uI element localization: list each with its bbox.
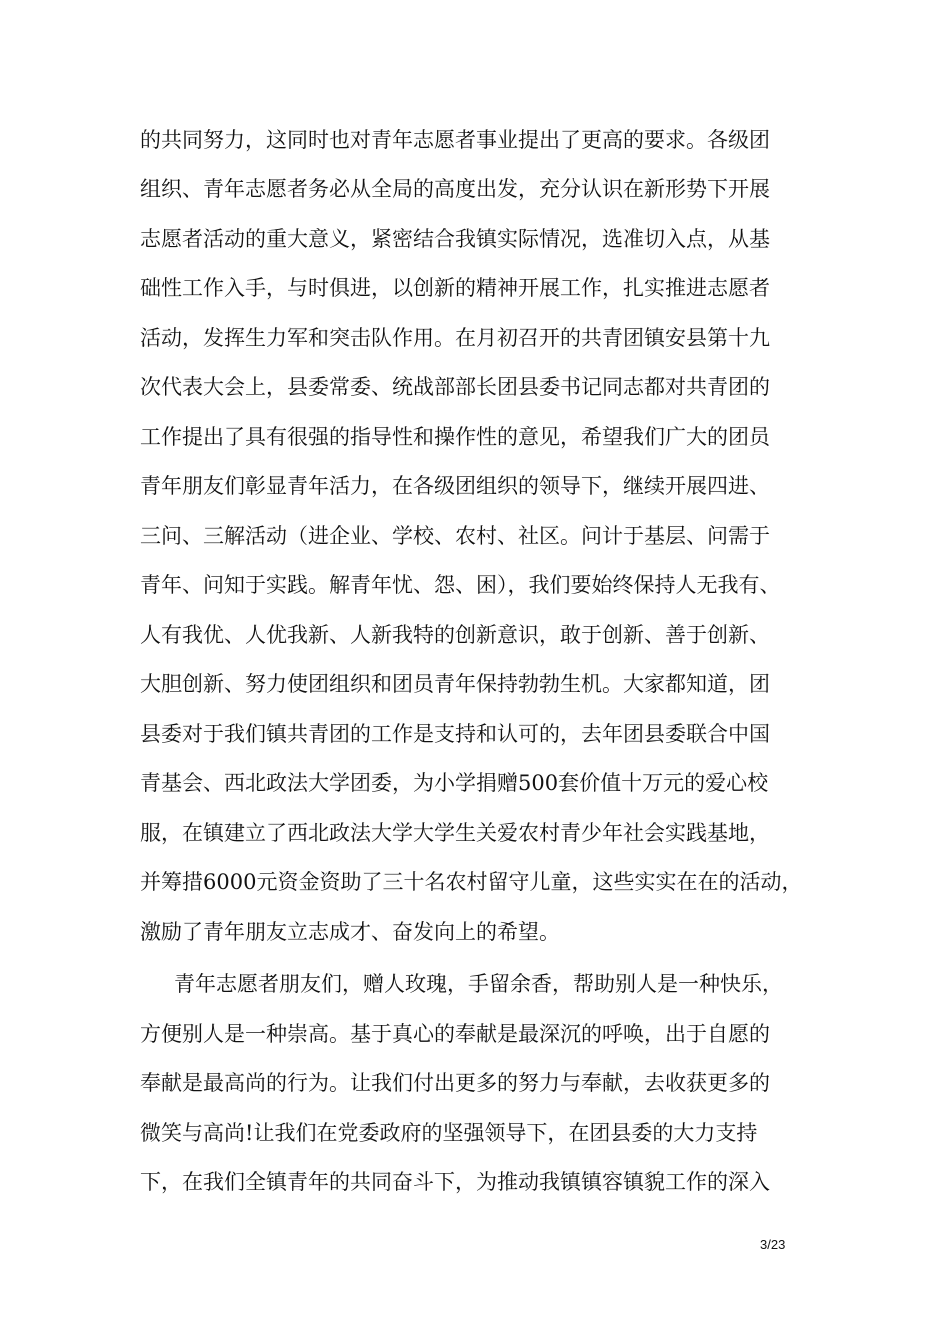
text-line: 青基会、西北政法大学团委，为小学捐赠500套价值十万元的爱心校 (140, 771, 769, 795)
text-line: 三问、三解活动（进企业、学校、农村、社区。问计于基层、问需于 (140, 524, 770, 548)
text-line: 组织、青年志愿者务必从全局的高度出发，充分认识在新形势下开展 (140, 177, 770, 201)
text-line: 激励了青年朋友立志成才、奋发向上的希望。 (140, 920, 560, 944)
text-line: 青年、问知于实践。解青年忧、怨、困），我们要始终保持人无我有、 (140, 573, 781, 597)
text-line: 大胆创新、努力使团组织和团员青年保持勃勃生机。大家都知道，团 (140, 672, 770, 696)
text-line: 青年志愿者朋友们，赠人玫瑰，手留余香，帮助别人是一种快乐， (174, 972, 783, 996)
text-line: 志愿者活动的重大意义，紧密结合我镇实际情况，选准切入点，从基 (140, 227, 770, 251)
text-line: 工作提出了具有很强的指导性和操作性的意见，希望我们广大的团员 (140, 425, 770, 449)
text-line: 次代表大会上，县委常委、统战部部长团县委书记同志都对共青团的 (140, 375, 770, 399)
text-line: 青年朋友们彰显青年活力，在各级团组织的领导下，继续开展四进、 (140, 474, 770, 498)
text-line: 活动，发挥生力军和突击队作用。在月初召开的共青团镇安县第十九 (140, 326, 770, 350)
text-line: 县委对于我们镇共青团的工作是支持和认可的，去年团县委联合中国 (140, 722, 770, 746)
text-line: 下，在我们全镇青年的共同奋斗下，为推动我镇镇容镇貌工作的深入 (140, 1170, 770, 1194)
page-number: 3/23 (760, 1237, 786, 1252)
text-line: 微笑与高尚!让我们在党委政府的坚强领导下，在团县委的大力支持 (140, 1121, 758, 1145)
text-line: 服，在镇建立了西北政法大学大学生关爱农村青少年社会实践基地， (140, 821, 770, 845)
text-line: 的共同努力，这同时也对青年志愿者事业提出了更高的要求。各级团 (140, 128, 770, 152)
text-line: 并筹措6000元资金资助了三十名农村留守儿童，这些实实在在的活动， (140, 870, 803, 894)
text-line: 方便别人是一种崇高。基于真心的奉献是最深沉的呼唤，出于自愿的 (140, 1022, 770, 1046)
text-line: 人有我优、人优我新、人新我特的创新意识，敢于创新、善于创新、 (140, 623, 770, 647)
text-line: 础性工作入手，与时俱进，以创新的精神开展工作，扎实推进志愿者 (140, 276, 770, 300)
text-line: 奉献是最高尚的行为。让我们付出更多的努力与奉献，去收获更多的 (140, 1071, 770, 1095)
